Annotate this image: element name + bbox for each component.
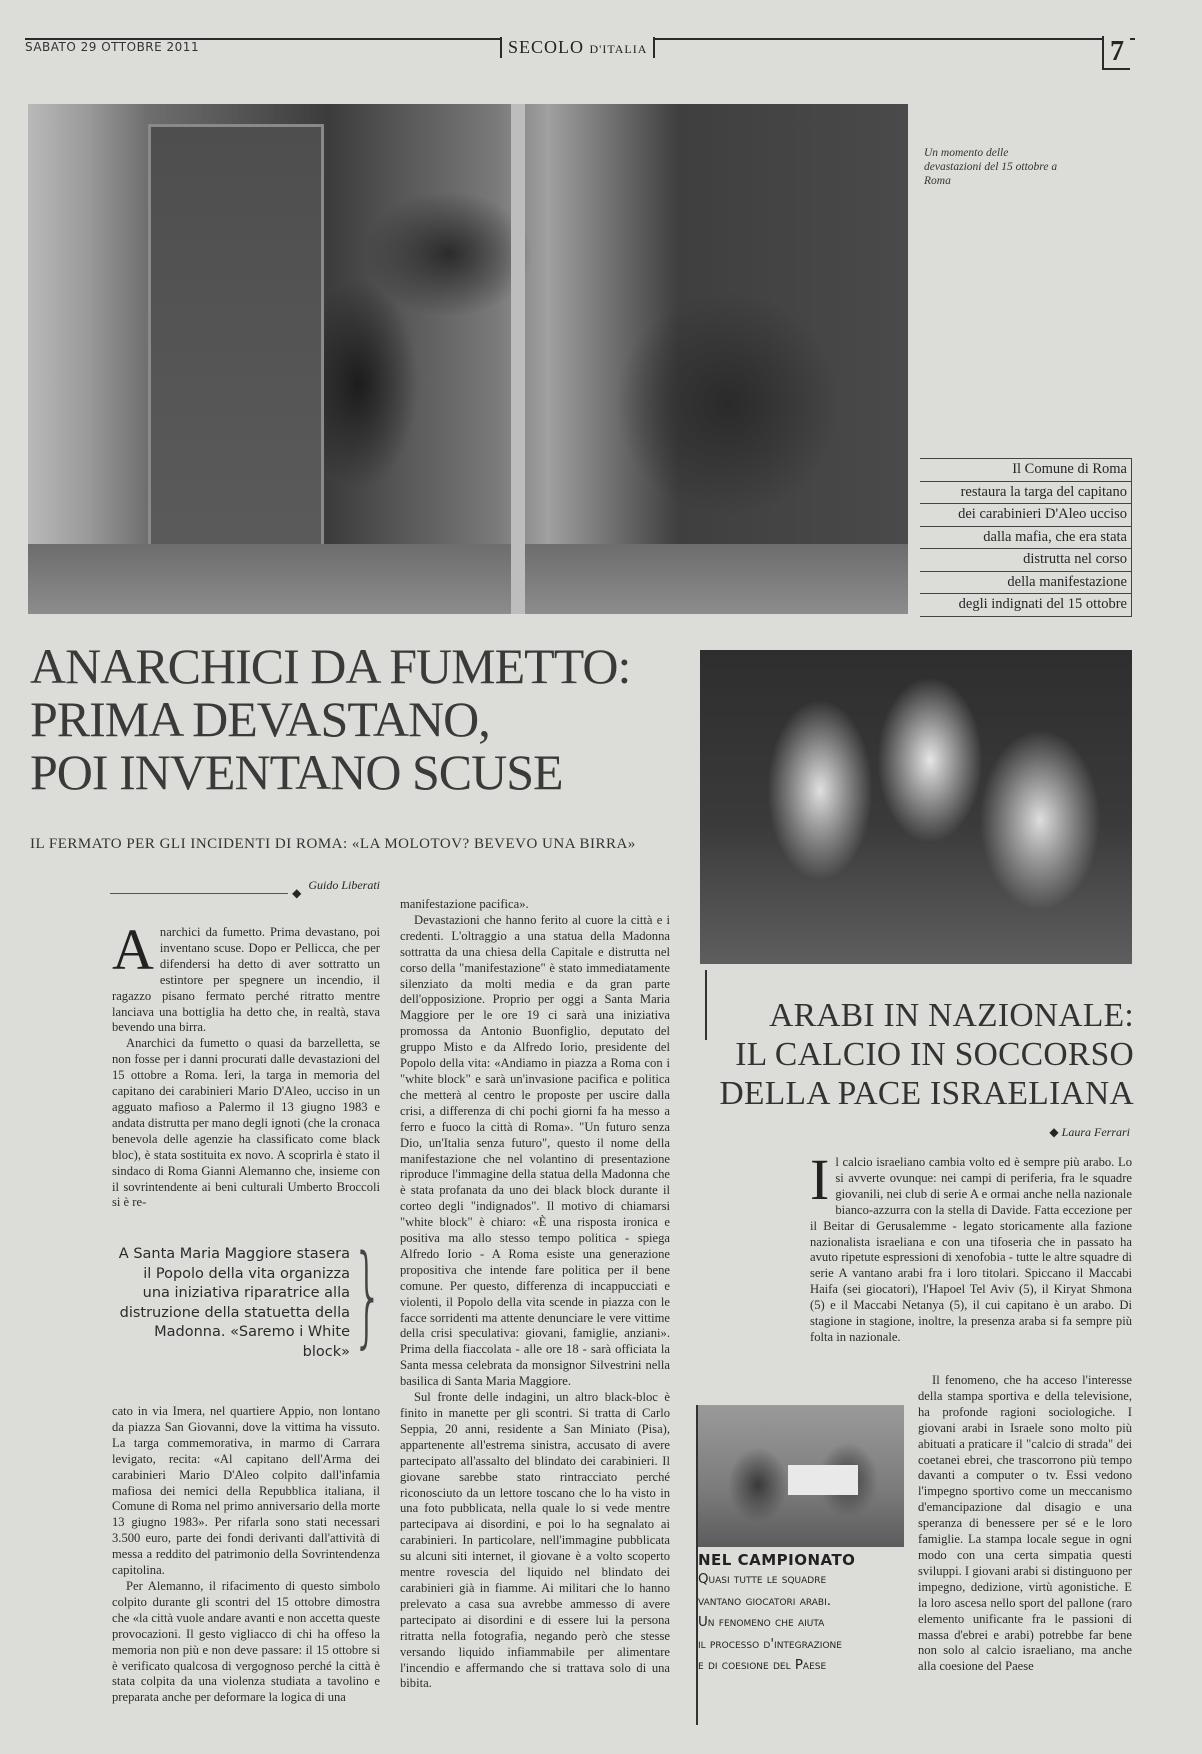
main-byline: ◆ Guido Liberati bbox=[288, 886, 380, 900]
article-paragraph-text: narchici da fumetto. Prima devastano, poi inventano scuse. Dopo er Pellicca, che per difendersi ha detto di aver sottratto un estintore per spegnere un incendio, il ragazzo pisano fermato perché ritratto mentre lanciava una bottiglia ha detto che, in realtà, stava bevendo una birra. bbox=[112, 925, 380, 1035]
photo-pole-shape bbox=[511, 104, 525, 614]
newspaper-title: SECOLO bbox=[508, 37, 585, 57]
article-paragraph: Devastazioni che hanno ferito al cuore la città e i credenti. L'oltraggio a una statua della Madonna sottratta da una chiesa della Capitale e distrutta nel corso della "manifestazione" è stato immediatamente silenziato da molti media e da gran parte dell'opposizione. Proprio per oggi a Santa Maria Maggiore per le ore 19 ci sarà una iniziativa promossa da Antonio Buonfiglio, deputato del gruppo Misto e da Alfredo Iorio, presidente del Popolo della vita: «Andiamo in piazza a Roma con i "white block" e sarà un'invasione pacifica e politica che metterà al centro le proposte per uscire dalla crisi, a differenza di chi pochi giorni fa ha messo a ferro e fuoco la città di Roma». "Un futuro senza Dio, un'Italia senza futuro", questo il nome della manifestazione che nel volantino di presentazione riproduce l'immagine della statua della Madonna che è stata profanata da uno dei black block durante il corteo degli "indignados". Il motivo di chiamarsi "white block" è chiaro: «È una risposta ironica e positiva ma allo stesso tempo politica - spiega Alfredo Iorio - A Roma esiste una generazione propositiva che intende fare politica per il bene comune. Per questo, differenza di incappucciati e violenti, il Popolo della vita scende in piazza con le facce sorridenti ma attente denunciare le vere vittime della crisi speculativa: giovani, famiglie, anziani». Prima della fiaccolata - alle ore 18 - sarà officiata la Santa messa celebrata da monsignor Silvestrini nella basilica di Santa Maria Maggiore. bbox=[400, 912, 670, 1389]
article-paragraph: Per Alemanno, il rifacimento di questo simbolo colpito durante gli scontri del 15 ottobre dimostra che «la città vuole andare avanti e non accetta queste provocazioni. Il gesto vigliacco di chi ha offeso la memoria non più e non deve passare: il 15 ottobre si è verificato qualcosa di vergognoso perché la città è stata colpita da una violenza studiata a tavolino e preparata anche per deformare la logica di una bbox=[112, 1578, 380, 1705]
main-byline-author: Guido Liberati bbox=[304, 878, 380, 892]
drop-cap: I bbox=[810, 1147, 830, 1212]
restore-line: dei carabinieri D'Aleo ucciso bbox=[920, 504, 1132, 527]
main-headline-line: PRIMA DEVASTANO, bbox=[30, 691, 490, 747]
article-paragraph bbox=[810, 1147, 1132, 1346]
photo-banner-shape bbox=[788, 1465, 858, 1495]
restore-line: dalla mafia, che era stata bbox=[920, 527, 1132, 550]
riot-photo bbox=[28, 104, 908, 614]
second-headline-line: IL CALCIO IN SOCCORSO bbox=[735, 1036, 1134, 1073]
newspaper-suffix: D'ITALIA bbox=[589, 42, 648, 56]
photo-door-shape bbox=[148, 124, 324, 600]
second-headline-line: ARABI IN NAZIONALE: bbox=[769, 997, 1134, 1034]
restore-plaque-box bbox=[920, 458, 1132, 617]
article-paragraph: cato in via Imera, nel quartiere Appio, non lontano da piazza San Giovanni, dove la vittima ha vissuto. La targa commemorativa, in marmo di Carrara levigato, recita: «Al capitano dell'Arma dei carabinieri Mario D'Aleo colpito dall'infamia mafiosa dei nemici della Repubblica italiana, il Comune di Roma nel primo anniversario della morte 13 giugno 1983». Per rifarla sono stati necessari 3.500 euro, parte dei fondi derivanti dall'attività di messa a reddito del patrimonio della Sovrintendenza capitolina. bbox=[112, 1404, 380, 1578]
second-headline bbox=[710, 996, 1134, 1113]
page-number: 7 bbox=[1102, 36, 1130, 70]
pull-quote: A Santa Maria Maggiore stasera il Popolo della vita organizza una iniziativa riparatrice alla distruzione della statuetta della Madonna. «Saremo i White block» bbox=[118, 1246, 350, 1360]
main-column-b bbox=[400, 897, 670, 1692]
newspaper-name bbox=[500, 37, 655, 58]
main-byline-rule bbox=[110, 878, 380, 909]
campionato-line: Quasi tutte le squadre bbox=[698, 1572, 827, 1587]
main-headline-line: ANARCHICI DA FUMETTO: bbox=[30, 638, 631, 694]
issue-date: SABATO 29 OTTOBRE 2011 bbox=[25, 40, 200, 54]
campionato-title: NEL CAMPIONATO bbox=[698, 1551, 856, 1569]
restore-line: della manifestazione bbox=[920, 572, 1132, 595]
second-headline-line: DELLA PACE ISRAELIANA bbox=[719, 1075, 1134, 1112]
article-paragraph bbox=[112, 917, 380, 1036]
photo-street-shape bbox=[28, 544, 908, 614]
pull-quote-brace-icon: } bbox=[352, 1231, 384, 1359]
soccer-photo bbox=[700, 650, 1132, 964]
main-headline bbox=[30, 640, 690, 799]
restore-line: restaura la targa del capitano bbox=[920, 482, 1132, 505]
article-paragraph: Il fenomeno, che ha acceso l'interesse della stampa sportiva e della televisione, ha profonde ragioni sociologiche. I giovani arabi in Israele sono molto più abituati a praticare il "calcio di strada" dei coetanei ebrei, che trascorrono più tempo davanti a computer o tv. Essi vedono l'impegno sportivo come un meccanismo d'emancipazione dal disagio e una speranza di benessere per sé e le loro famiglie. La stampa locale segue in ogni modo con una certa simpatia questi sviluppi. I giovani arabi si distinguono per impegno, dedizione, virtù agonistiche. E la loro ascesa nello sport del pallone (raro elemento unificante fra le passioni di massa d'ebrei e arabi) potrebbe far bene non solo al calcio israeliano, ma anche alla coesione del Paese bbox=[918, 1373, 1132, 1674]
campionato-line: il processo d'integrazione bbox=[698, 1636, 842, 1652]
article-paragraph: Sul fronte delle indagini, un altro black-bloc è finito in manette per gli scontri. Si tratta di Carlo Seppia, 20 anni, residente a San Miniato (Pisa), appartenente all'estrema sinistra, accusato di avere partecipato all'assalto del blindato dei carabinieri. Il giovane sarebbe stato rintracciato perché riconosciuto da un lettore toscano che lo ha visto in una foto pubblicata, nella quale lo si vede mentre partecipava ai disordini, e poi lo ha segnalato ai carabinieri. In particolare, nell'immagine pubblicata su alcuni siti internet, il giovane è a volto scoperto mentre rovescia del liquido nel blindato dei carabinieri già in fiamme. Ai militari che lo hanno prelevato a casa sua avrebbe ammesso di avere partecipato ai disordini e di essere lui la persona ritratta nella fotografia, negando però che stesse versando liquido infiammabile per alimentare l'incendio e affermando che si trattava solo di una bibita. bbox=[400, 1390, 670, 1691]
campionato-line: e di coesione del Paese bbox=[698, 1658, 827, 1673]
second-column bbox=[810, 1147, 1132, 1346]
campionato-line: vantano giocatori arabi. bbox=[698, 1593, 831, 1609]
drop-cap: A bbox=[112, 917, 154, 982]
article-paragraph: manifestazione pacifica». bbox=[400, 897, 529, 911]
main-subhead: IL FERMATO PER GLI INCIDENTI DI ROMA: «LA MOLOTOV? BEVEVO UNA BIRRA» bbox=[30, 836, 636, 852]
second-byline-author: Laura Ferrari bbox=[1061, 1125, 1130, 1139]
restore-line: degli indignati del 15 ottobre bbox=[920, 594, 1132, 617]
main-headline-line: POI INVENTANO SCUSE bbox=[30, 744, 563, 800]
article-paragraph: Anarchici da fumetto o quasi da barzelletta, se non fosse per i danni procurati dalle devastazioni del 15 ottobre a Roma. Ieri, la targa in memoria del capitano dei carabinieri Mario D'Aleo, ucciso in un agguato mafioso a Palermo il 13 giugno 1983 e andata distrutta per mano degli ignoti (che la cronaca benevola delle agenzie ha classificato come black bloc), è stata sostituita ex novo. A scoprirla è stato il sindaco di Roma Gianni Alemanno che, insieme con il sovrintendente ai beni culturali Umberto Broccoli si è re- bbox=[112, 1036, 380, 1210]
main-column-a-continued bbox=[112, 1404, 380, 1706]
restore-line: Il Comune di Roma bbox=[920, 458, 1132, 482]
soldiers-photo bbox=[698, 1405, 904, 1547]
restore-line: distrutta nel corso bbox=[920, 549, 1132, 572]
campionato-line: Un fenomeno che aiuta bbox=[698, 1615, 825, 1630]
second-byline: ◆ Laura Ferrari bbox=[1049, 1125, 1130, 1139]
main-column-a bbox=[112, 917, 380, 1211]
campionato-box bbox=[698, 1551, 908, 1677]
article-paragraph-text: l calcio israeliano cambia volto ed è sempre più arabo. Lo si avverte ovunque: nei campi di periferia, fra le squadre giovanili, nei club di serie A e ormai anche nella nazionale bianco-azzurra con la stella di Davide. Fatta eccezione per il Beitar di Gerusalemme - legato storicamente alla fazione nazionalista israeliana e con una tifoseria che in passato ha avuto ripetute espressioni di xenofobia - tutte le altre squadre di serie A vantano arabi fra i loro titolari. Spiccano il Maccabi Haifa (sei giocatori), l'Hapoel Tel Aviv (5), il Kiryat Shmona (5) e il Maccabi Netanya (5), il cui capitano è un arabo. Di stagione in stagione, inoltre, la presenza araba si fa sempre più folta in nazionale. bbox=[810, 1155, 1132, 1344]
second-column-continued bbox=[918, 1373, 1132, 1675]
photo-caption: Un momento delle devastazioni del 15 ottobre a Roma bbox=[924, 147, 1058, 187]
